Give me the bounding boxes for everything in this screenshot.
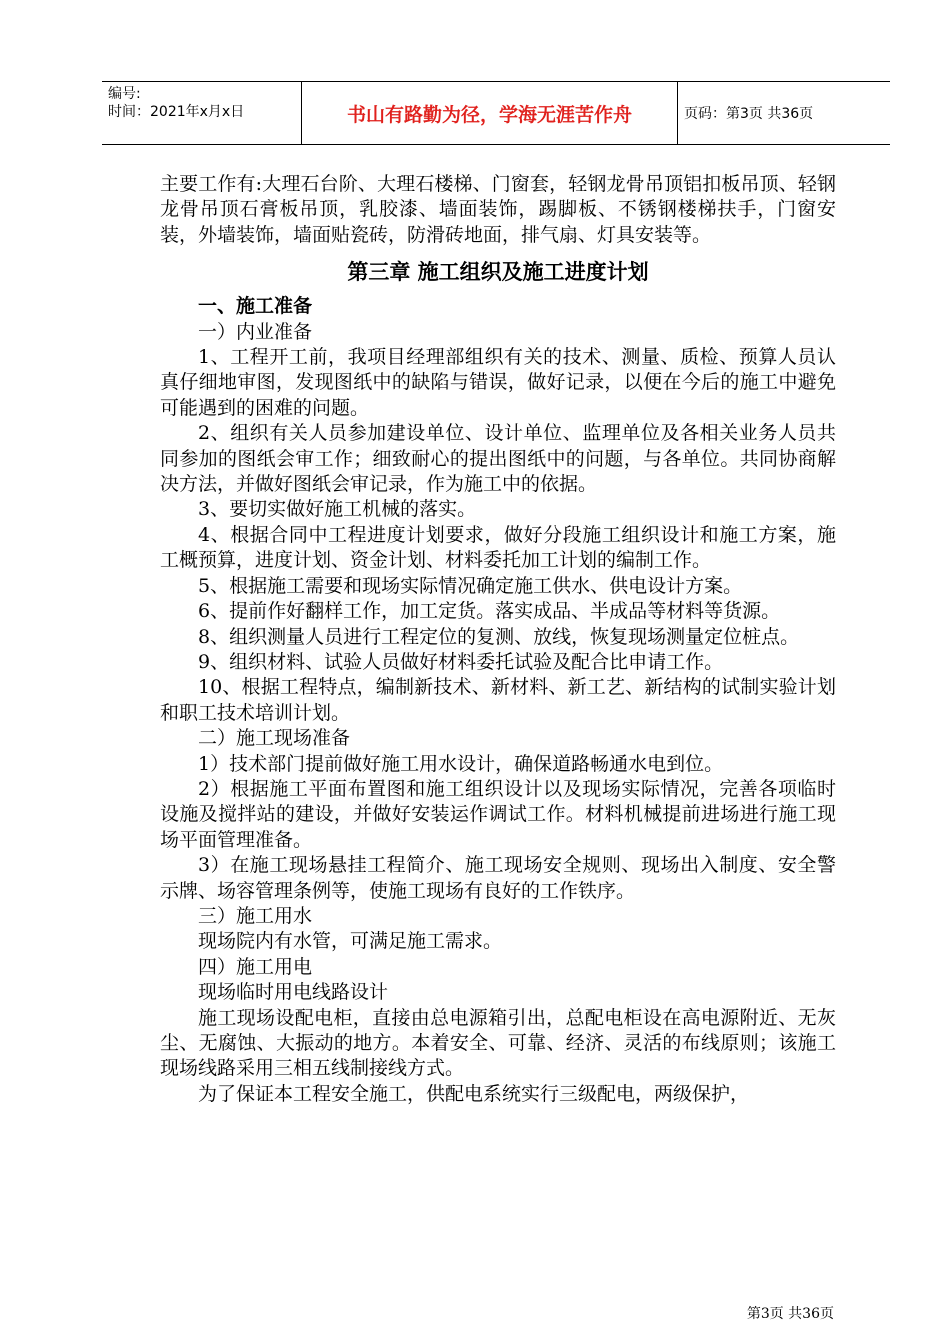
- prep-item-2: 2、组织有关人员参加建设单位、设计单位、监理单位及各相关业务人员共同参加的图纸会审工作；细致耐心的提出图纸中的问题，与各单位。共同协商解决方法，并做好图纸会审记录，作为施工中的依据。: [160, 422, 836, 496]
- prep-item-3: 3、要切实做好施工机械的落实。: [198, 498, 477, 521]
- site-item-2: 2）根据施工平面布置图和施工组织设计以及现场实际情况，完善各项临时设施及搅拌站的建设，并做好安装运作调试工作。材料机械提前进场进行施工现场平面管理准备。: [160, 777, 836, 851]
- document-number-label: 编号:: [108, 86, 141, 102]
- header-meta: [102, 82, 302, 144]
- safety-text: 为了保证本工程安全施工，供配电系统实行三级配电，两级保护，: [198, 1082, 750, 1105]
- page-footer: 第3页 共36页: [746, 1306, 834, 1322]
- prep-item-8: 8、组织测量人员进行工程定位的复测、放线，恢复现场测量定位桩点。: [198, 625, 800, 648]
- prep-item-10: 10、根据工程特点，编制新技术、新材料、新工艺、新结构的试制实验计划和职工技术培训计划。: [160, 676, 836, 724]
- subsection-internal-prep: 一）内业准备: [198, 320, 313, 343]
- water-text: 现场院内有水管，可满足施工需求。: [198, 930, 503, 953]
- document-body: [160, 172, 836, 1107]
- site-item-3: 3）在施工现场悬挂工程简介、施工现场安全规则、现场出入制度、安全警示牌、场容管理条例等，使施工现场有良好的工作铁序。: [160, 854, 836, 902]
- electricity-heading: 现场临时用电线路设计: [198, 981, 389, 1004]
- subsection-site-prep: 二）施工现场准备: [198, 727, 351, 750]
- site-item-1: 1）技术部门提前做好施工用水设计，确保道路畅通水电到位。: [198, 752, 724, 775]
- header-page-number: 页码：第3页 共36页: [684, 106, 814, 122]
- section-title: 一、施工准备: [198, 295, 313, 318]
- prep-item-9: 9、组织材料、试验人员做好材料委托试验及配合比申请工作。: [198, 650, 724, 673]
- subsection-water: 三）施工用水: [198, 904, 313, 927]
- prep-item-1: 1、工程开工前，我项目经理部组织有关的技术、测量、质检、预算人员认真仔细地审图，发现图纸中的缺陷与错误，做好记录，以便在今后的施工中避免可能遇到的困难的问题。: [160, 346, 836, 419]
- document-time-label: 时间：2021年x月x日: [108, 104, 245, 120]
- chapter-title: 第三章 施工组织及施工进度计划: [347, 260, 649, 285]
- prep-item-6: 6、提前作好翻样工作，加工定货。落实成品、半成品等材料等货源。: [198, 600, 781, 623]
- intro-paragraph: 主要工作有:大理石台阶、大理石楼梯、门窗套，轻钢龙骨吊顶铝扣板吊顶、轻钢龙骨吊顶石膏板吊顶，乳胶漆、墙面装饰，踢脚板、不锈钢楼梯扶手，门窗安装，外墙装饰，墙面贴瓷砖，防滑砖地面，排气扇、灯具安装等。: [160, 173, 836, 246]
- page-header: [102, 81, 890, 145]
- prep-item-4: 4、根据合同中工程进度计划要求，做好分段施工组织设计和施工方案，施工概预算，进度计划、资金计划、材料委托加工计划的编制工作。: [160, 523, 836, 572]
- subsection-electricity: 四）施工用电: [198, 955, 313, 978]
- prep-item-5: 5、根据施工需要和现场实际情况确定施工供水、供电设计方案。: [198, 574, 743, 597]
- electricity-text: 施工现场设配电柜，直接由总电源箱引出，总配电柜设在高电源附近、无灰尘、无腐蚀、大振动的地方。本着安全、可靠、经济、灵活的布线原则；该施工现场线路采用三相五线制接线方式。: [160, 1006, 836, 1080]
- header-motto: 书山有路勤为径，学海无涯苦作舟: [302, 82, 678, 144]
